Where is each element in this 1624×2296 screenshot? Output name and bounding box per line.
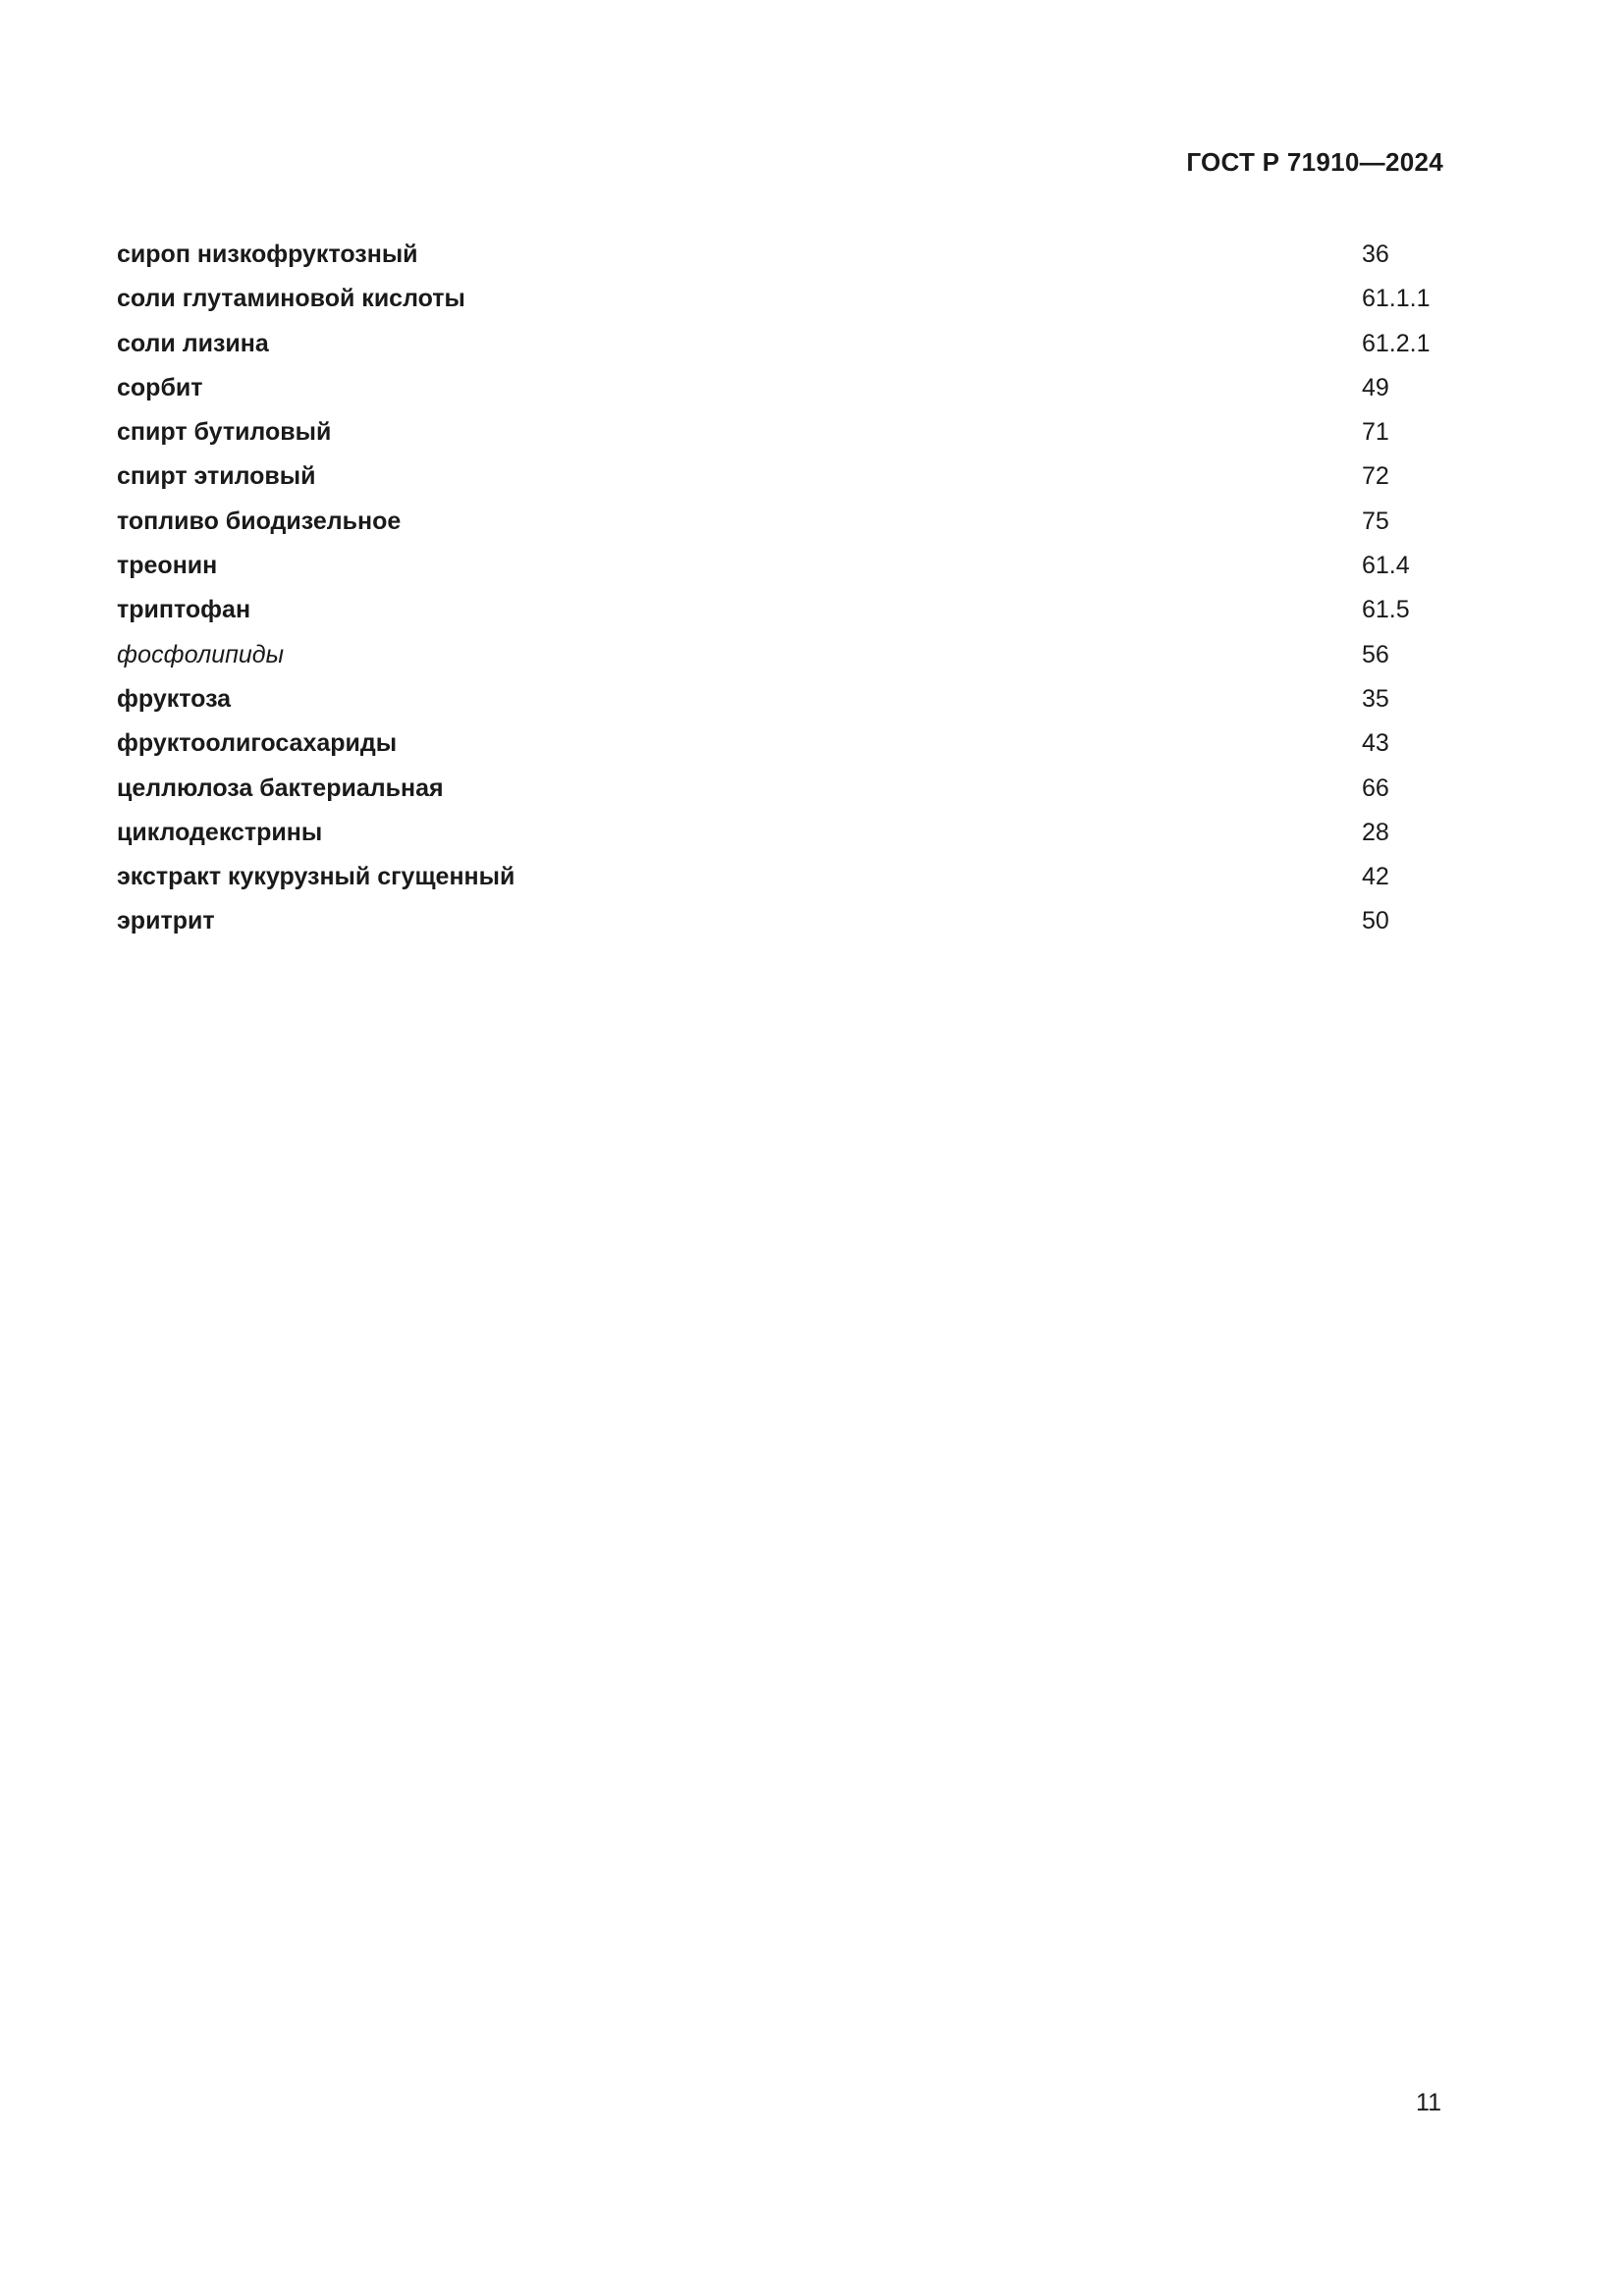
alphabetical-index <box>117 240 1443 951</box>
document-code-header: ГОСТ Р 71910—2024 <box>1186 147 1443 177</box>
index-reference-number: 75 <box>1362 507 1389 535</box>
index-term: целлюлоза бактериальная <box>117 774 444 802</box>
index-term: треонин <box>117 552 218 580</box>
index-term: соли глутаминовой кислоты <box>117 285 465 313</box>
index-term: соли лизина <box>117 329 269 357</box>
index-term: спирт этиловый <box>117 462 316 491</box>
index-term: циклодекстрины <box>117 818 323 846</box>
index-term: эритрит <box>117 907 215 935</box>
index-reference-number: 66 <box>1362 774 1389 802</box>
index-reference-number: 71 <box>1362 418 1389 447</box>
page-number: 11 <box>1416 2089 1441 2116</box>
index-term: топливо биодизельное <box>117 507 402 535</box>
index-term: фруктоолигосахариды <box>117 729 398 758</box>
index-entry <box>117 507 1443 551</box>
index-reference-number: 56 <box>1362 640 1389 668</box>
index-reference-number: 43 <box>1362 729 1389 758</box>
index-reference-number: 36 <box>1362 240 1389 268</box>
index-reference-number: 42 <box>1362 863 1389 891</box>
index-term: сироп низкофруктозный <box>117 240 418 268</box>
index-entry <box>117 862 1443 906</box>
index-reference-number: 61.2.1 <box>1362 329 1431 357</box>
index-entry <box>117 284 1443 328</box>
index-term: спирт бутиловый <box>117 418 332 447</box>
index-entry <box>117 551 1443 595</box>
index-reference-number: 35 <box>1362 684 1389 713</box>
index-reference-number: 72 <box>1362 462 1389 491</box>
index-entry <box>117 373 1443 417</box>
index-reference-number: 49 <box>1362 373 1389 401</box>
index-entry <box>117 240 1443 284</box>
index-entry <box>117 728 1443 773</box>
index-reference-number: 61.1.1 <box>1362 285 1431 313</box>
index-reference-number: 28 <box>1362 818 1389 846</box>
index-term: фосфолипиды <box>117 640 284 668</box>
index-reference-number: 61.4 <box>1362 552 1410 580</box>
index-entry <box>117 906 1443 950</box>
index-entry <box>117 818 1443 862</box>
index-term: фруктоза <box>117 684 232 713</box>
index-term: экстракт кукурузный сгущенный <box>117 863 515 891</box>
index-entry <box>117 684 1443 728</box>
index-entry <box>117 640 1443 684</box>
index-entry <box>117 461 1443 506</box>
index-entry <box>117 774 1443 818</box>
index-entry <box>117 329 1443 373</box>
index-entry <box>117 595 1443 639</box>
index-entry <box>117 417 1443 461</box>
index-reference-number: 50 <box>1362 907 1389 935</box>
index-reference-number: 61.5 <box>1362 596 1410 624</box>
index-term: сорбит <box>117 373 203 401</box>
index-term: триптофан <box>117 596 251 624</box>
